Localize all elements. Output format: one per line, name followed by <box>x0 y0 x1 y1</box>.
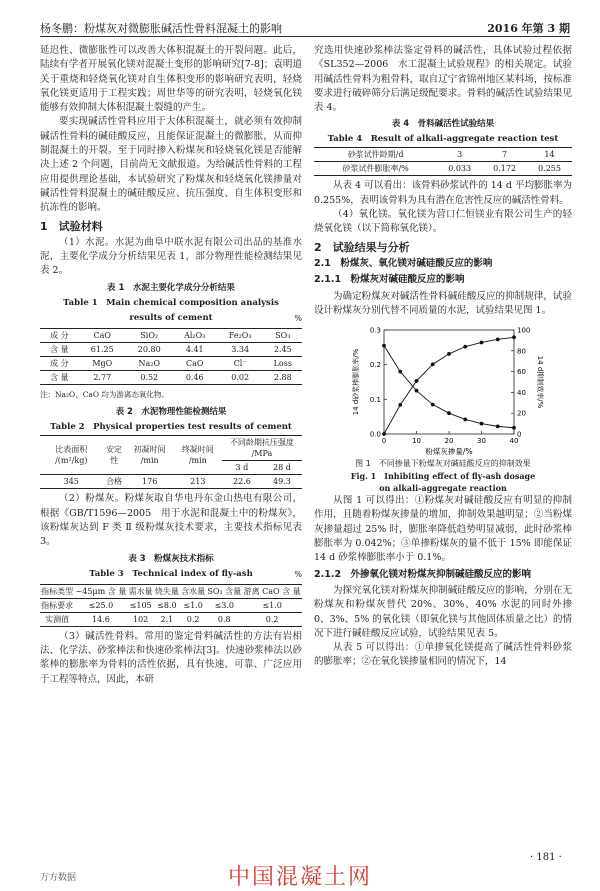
table1 <box>40 328 302 385</box>
table-cell: 0.52 <box>140 373 159 383</box>
table-cell: 345 <box>63 477 79 487</box>
header-rule <box>40 36 570 37</box>
table-cell: MgO <box>79 357 126 371</box>
data-point-left <box>415 389 419 393</box>
table-header-cell: 比表面积 /(m²/kg) <box>40 436 103 475</box>
table-cell: 213 <box>190 477 206 487</box>
table-cell: Cl⁻ <box>217 357 264 371</box>
header-title: 杨冬鹏：粉煤灰对微膨胀碱活性骨料混凝土的影响 <box>40 22 282 35</box>
table-cell: 2.45 <box>264 343 302 357</box>
table-header-cell: 3 d <box>222 461 262 475</box>
plot-frame <box>384 330 514 434</box>
table-row <box>314 162 572 176</box>
table-cell: 含 量 <box>40 343 79 357</box>
table-cell: 20.80 <box>126 343 173 357</box>
table-cell: 实测值 <box>45 614 70 624</box>
table-cell: 0.8 <box>217 614 231 624</box>
y-right-tick-label: 0 <box>517 430 522 439</box>
table-cell: 0.2 <box>265 614 279 624</box>
data-point-right <box>431 363 435 367</box>
table-cell: 176 <box>142 477 158 487</box>
figure1-caption: 图 1 不同掺量下粉煤灰对碱硅酸反应的抑制效果 <box>355 459 531 469</box>
data-point-left <box>463 418 467 422</box>
table-row <box>314 148 572 162</box>
table-cell: 含水量 <box>180 584 206 598</box>
table-cell: CaO <box>173 357 217 371</box>
table4-caption-en: Table 4 Result of alkali-aggregate reaction test <box>327 134 559 145</box>
table-cell: 指标类型 <box>40 584 74 598</box>
paragraph: 为探究氧化镁对粉煤灰抑制碱硅酸反应的影响，分别在无粉煤灰和粉煤灰替代 20%、30%、40% 水泥的同时外掺 0、3%、5% 的氧化镁（即氧化镁与其他固体质量之比）的情况下进行碱硅酸反应试验，试验结果见表 5。 <box>314 584 572 639</box>
series-line-right <box>384 337 514 434</box>
data-point-right <box>496 338 500 342</box>
table-cell: SO₃ 含量 <box>206 584 242 598</box>
table-cell: 61.25 <box>79 343 126 357</box>
table1-unit: % <box>294 313 302 323</box>
table3-caption-en: Table 3 Technical index of fly-ash <box>89 568 253 579</box>
y-right-tick-label: 100 <box>517 326 531 335</box>
table4-caption: 表 4 骨料碱活性试验结果 <box>391 119 495 130</box>
table-cell: 游离 CaO 含 量 <box>242 584 302 598</box>
table-cell: ≤105 <box>128 598 154 612</box>
right-column <box>314 44 572 670</box>
table-cell: 49.3 <box>273 477 291 487</box>
table-cell: 砂浆试件龄期/d <box>314 148 437 162</box>
table-cell: ≤3.0 <box>206 598 242 612</box>
table-cell: 成 分 <box>40 357 79 371</box>
table1-caption-en-2: results of cement <box>129 312 213 323</box>
source-mark: 万方数据 <box>40 873 77 883</box>
paragraph: 延迟性、微膨胀性可以改善大体积混凝土的开裂问题。此后，陆续有学者开展氧化镁对混凝土变形的影响研究[7-8]；袁明道关于重烧和轻烧氧化镁对自生体积变形的影响研究表明，轻烧氧化镁更适用于工程实践；周世华等的研究表明，轻烧氧化镁能够有效抑制大体积混凝土裂缝的产生。 <box>40 45 302 114</box>
x-tick-label: 20 <box>444 437 454 446</box>
y-left-tick-label: 0.3 <box>369 326 381 335</box>
figure1 <box>314 322 572 458</box>
table-cell: Fe₂O₃ <box>217 329 264 343</box>
watermark: 中国混凝土网 <box>227 865 372 890</box>
table1-caption-en: Table 1 Main chemical composition analysis <box>63 297 279 308</box>
figure1-caption-en-2: on alkali-aggregate reaction <box>379 483 507 494</box>
table-cell: 需水量 <box>128 584 154 598</box>
table-cell: 2.77 <box>93 373 112 383</box>
paragraph: （3）碱活性骨料。常用的鉴定骨料碱活性的方法有岩相法、化学法、砂浆棒法和快速砂浆棒法[3]。快速砂浆棒法以砂浆棒的膨胀率为骨料的活性依据，具有快速、可靠、广泛应用于工程等特点，因此，本研 <box>40 630 302 685</box>
paragraph: 究选用快速砂浆棒法鉴定骨料的碱活性，具体试验过程依据《SL352—2006 水工混凝土试验规程》的相关规定。试验用碱活性骨料为粗骨料，取自辽宁省锦州地区某料场，按标准要求进行破碎筛分后满足级配要求。骨料的碱活性试验结果见表 4。 <box>314 45 572 114</box>
table-cell: 0.02 <box>231 373 250 383</box>
table4 <box>314 147 572 176</box>
data-point-left <box>480 422 484 426</box>
data-point-right <box>463 345 467 349</box>
paragraph: 从图 1 可以得出：①粉煤灰对碱硅酸反应有明显的抑制作用，且随着粉煤灰掺量的增加，抑制效果越明显；②当粉煤灰掺量超过 25% 时，膨胀率降低趋势明显减弱，此时砂浆棒膨胀率为 0.042%；③单掺粉煤灰的量不低于 15% 即能保证 14 d 砂浆棒膨胀率小于 0.1%。 <box>314 495 572 564</box>
table2 <box>40 435 302 489</box>
paragraph: （4）氧化镁。氧化镁为营口仁恒镁业有限公司生产的轻烧氧化镁（以下简称氧化镁）。 <box>314 209 572 235</box>
data-point-right <box>512 336 516 340</box>
section-heading-2: 2 试验结果与分析 <box>314 240 410 254</box>
table-cell: 含 量 <box>50 373 69 383</box>
data-point-left <box>382 344 386 348</box>
figure1-chart <box>314 322 572 458</box>
data-point-right <box>447 352 451 356</box>
data-point-left <box>398 370 402 374</box>
table-cell: ~45μm 含 量 <box>74 584 127 598</box>
table-cell: ≤1.0 <box>242 598 302 612</box>
x-tick-label: 40 <box>509 437 519 446</box>
data-point-left <box>447 411 451 415</box>
y-left-axis-label: 14 d砂浆棒膨胀率/% <box>352 348 360 416</box>
table-cell: 7 <box>482 148 527 162</box>
table-cell: Na₂O <box>126 357 173 371</box>
header-issue: 2016 年第 3 期 <box>487 22 570 35</box>
table-header-cell: 28 d <box>262 461 302 475</box>
table-cell: 102 <box>133 614 149 624</box>
table-cell: CaO <box>79 329 126 343</box>
table-cell: 3.34 <box>217 343 264 357</box>
subsection-heading: 2.1.1 粉煤灰对碱硅酸反应的影响 <box>314 274 465 286</box>
table-cell: ≤25.0 <box>74 598 127 612</box>
data-point-left <box>496 425 500 429</box>
table2-caption-en: Table 2 Physical properties test results of cement <box>50 422 292 433</box>
data-point-right <box>398 403 402 407</box>
table-cell: 2.88 <box>273 373 292 383</box>
y-right-tick-label: 80 <box>517 347 526 356</box>
table-cell: 0.2 <box>186 614 200 624</box>
table3 <box>40 584 302 627</box>
table-cell: 22.6 <box>232 477 251 487</box>
table-cell: 0.172 <box>493 164 517 174</box>
y-right-axis-label: 14 d抑制效率/% <box>536 355 544 409</box>
table-cell: 3 <box>437 148 482 162</box>
x-axis-label: 粉煤灰掺量/% <box>425 447 473 457</box>
table-cell: 4.41 <box>173 343 217 357</box>
data-point-left <box>512 426 516 430</box>
y-right-tick-label: 60 <box>517 368 526 377</box>
paragraph: 从表 4 可以看出：该骨料砂浆试件的 14 d 平均膨胀率为 0.255%，表明该骨料为具有潜在危害性反应的碱活性骨料。 <box>314 180 572 206</box>
paragraph: 从表 5 可以得出：①单掺氧化镁提高了碱活性骨料砂浆的膨胀率；②在氧化镁掺量相同的情况下，14 <box>314 642 572 668</box>
table-cell: SO₃ <box>264 329 302 343</box>
table-cell: 指标要求 <box>40 598 74 612</box>
table-cell: Loss <box>264 357 302 371</box>
table-cell: ≤8.0 <box>154 598 180 612</box>
section-heading-1: 1 试验材料 <box>40 219 103 233</box>
table-header-cell: 安定性 <box>103 436 126 475</box>
table-row <box>40 343 302 357</box>
y-left-tick-label: 0.2 <box>369 361 381 370</box>
table3-caption: 表 3 粉煤灰技术指标 <box>128 553 214 564</box>
left-column <box>40 44 302 687</box>
table1-caption: 表 1 水泥主要化学成分分析结果 <box>107 282 235 293</box>
table2-caption: 表 2 水泥物理性能检测结果 <box>115 407 227 418</box>
table-cell: 14 <box>527 148 572 162</box>
data-point-right <box>480 341 484 345</box>
y-right-tick-label: 20 <box>517 409 526 418</box>
table-cell: 0.033 <box>448 164 472 174</box>
data-point-left <box>431 403 435 407</box>
table-cell: ≤1.0 <box>180 598 206 612</box>
x-tick-label: 30 <box>477 437 486 446</box>
table-cell: 14.6 <box>92 614 110 624</box>
table-row <box>40 612 302 626</box>
table-cell: 烧失量 <box>154 584 180 598</box>
table-cell: 合格 <box>106 477 123 487</box>
table-row <box>40 357 302 371</box>
paragraph: （1）水泥。水泥为曲阜中联水泥有限公司出品的基准水泥，主要化学成分分析结果见表 1，部分物理性能检测结果见表 2。 <box>40 236 302 277</box>
table-cell: 砂浆试件膨胀率/% <box>342 164 409 174</box>
table-row <box>40 598 302 612</box>
paragraph: （2）粉煤灰。粉煤灰取自华电丹东金山热电有限公司，根据《GB/T1596—2005 用于水泥和混凝土中的粉煤灰》，该粉煤灰达到 F 类 Ⅱ 级粉煤灰技术要求，主要技术指标见表 3。 <box>40 493 302 548</box>
y-left-tick-label: 0.1 <box>369 395 381 404</box>
table-header-cell: 终凝时间 /min <box>174 436 222 475</box>
table-row <box>40 371 302 385</box>
table-cell: 2.1 <box>160 614 174 624</box>
table3-unit: % <box>294 569 302 579</box>
series-line-left <box>384 346 514 428</box>
table-cell: 成 分 <box>40 329 79 343</box>
table-cell: Al₂O₃ <box>173 329 217 343</box>
subsection-heading: 2.1 粉煤灰、氧化镁对碱硅酸反应的影响 <box>314 257 493 269</box>
table-cell: 0.255 <box>538 164 561 174</box>
paragraph: 要实现碱活性骨料应用于大体积混凝土，就必须有效抑制碱活性骨料的碱硅酸反应，且能保证混凝土的微膨胀，从而抑制混凝土的开裂。至于同时掺入粉煤灰和轻烧氧化镁是否能解决上述 2 个问题，目前尚无文献报道。为给碱活性骨料的工程应用提供理论基础，本试验研究了粉煤灰和轻烧氧化镁掺量对碱活性骨料混凝土的碱硅酸反应、抗压强度、自生体积变形和抗冻性的影响。 <box>40 116 302 214</box>
table-header-cell: 初凝时间 /min <box>126 436 174 475</box>
y-right-tick-label: 40 <box>517 389 526 398</box>
table1-note: 注：Na₂O、CaO 均为游离态氧化物。 <box>40 390 169 400</box>
page-number: · 181 · <box>530 852 562 863</box>
y-left-tick-label: 0.0 <box>369 430 381 439</box>
paragraph: 为确定粉煤灰对碱活性骨料碱硅酸反应的抑制规律，试验设计粉煤灰分别代替不同质量的水泥，试验结果见图 1。 <box>314 290 572 316</box>
table-header-cell: 不同龄期抗压强度 /MPa <box>222 436 302 461</box>
table-cell: SiO₂ <box>126 329 173 343</box>
data-point-right <box>382 432 386 436</box>
table-header-row <box>40 584 302 598</box>
table-row <box>40 329 302 343</box>
x-tick-label: 10 <box>412 437 421 446</box>
x-tick-label: 0 <box>381 437 387 446</box>
figure1-caption-en: Fig. 1 Inhibiting effect of fly-ash dosage <box>350 471 536 482</box>
table-row <box>40 475 302 489</box>
data-point-right <box>415 379 419 383</box>
subsection-heading: 2.1.2 外掺氧化镁对粉煤灰抑制碱硅酸反应的影响 <box>314 568 532 580</box>
table-cell: 0.46 <box>185 373 204 383</box>
